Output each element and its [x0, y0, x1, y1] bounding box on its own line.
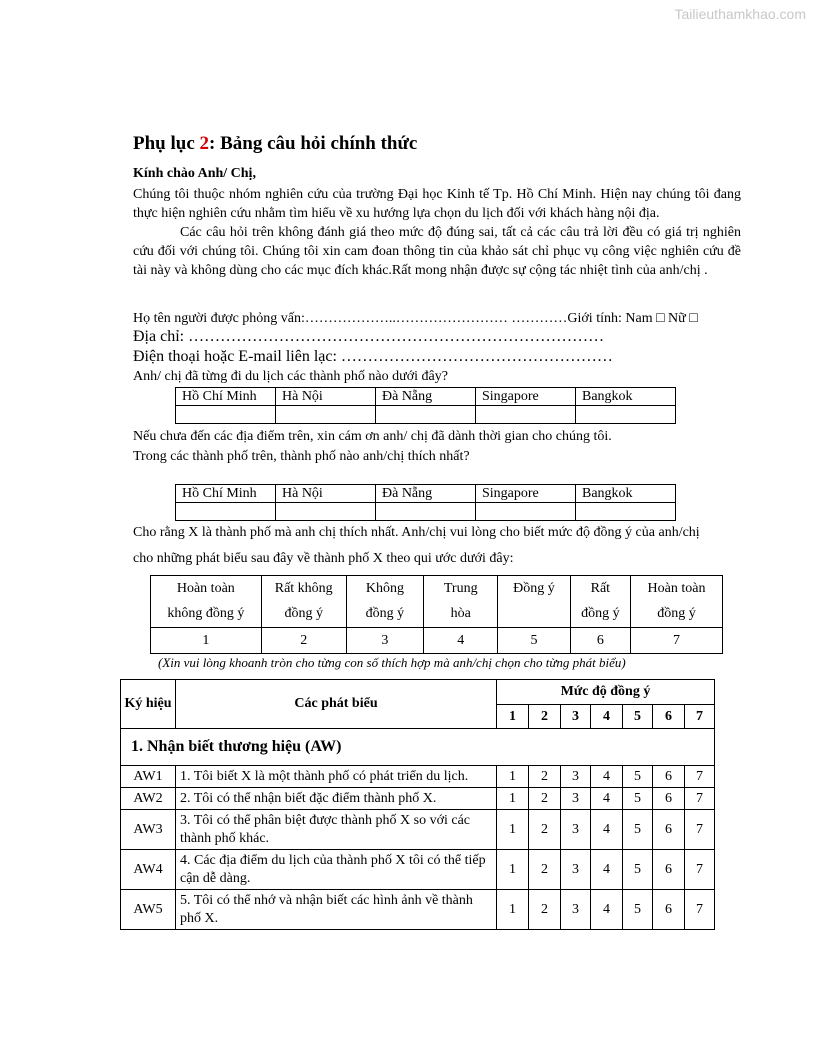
col-statement-header: Các phát biểu [176, 680, 497, 729]
row-code: AW4 [121, 850, 176, 890]
scale-header: 7 [685, 705, 715, 729]
intro-paragraph-1: Chúng tôi thuộc nhóm nghiên cứu của trường Đại học Kinh tế Tp. Hồ Chí Minh. Hiện nay chúng tôi đang thực hiện nghiên cứu nhằm tìm hiểu về xu hướng lựa chọn du lịch đối với khách hàng nội địa. [133, 187, 741, 221]
row-statement: 4. Các địa điểm du lịch của thành phố X tôi có thể tiếp cận dễ dàng. [176, 850, 497, 890]
address-field[interactable]: Địa chỉ: …………………………………………………………………… [133, 328, 605, 345]
city-header: Bangkok [576, 388, 676, 406]
rating-option[interactable]: 7 [685, 850, 715, 890]
rating-option[interactable]: 1 [497, 890, 529, 930]
rating-option[interactable]: 2 [529, 766, 561, 788]
scale-number: 6 [570, 628, 630, 654]
col-code-header: Ký hiệu [121, 680, 176, 729]
scale-number: 4 [424, 628, 498, 654]
scale-label: Rất không đồng ý [261, 576, 346, 628]
favorite-checkbox-cell[interactable] [176, 503, 276, 521]
title-prefix: Phụ lục [133, 133, 200, 154]
visited-cities-table [175, 387, 676, 424]
scale-header: 4 [591, 705, 623, 729]
col-agreement-header: Mức độ đồng ý [497, 680, 715, 705]
city-header: Singapore [476, 388, 576, 406]
visited-checkbox-cell[interactable] [576, 406, 676, 424]
rating-option[interactable]: 7 [685, 788, 715, 810]
rating-option[interactable]: 3 [561, 766, 591, 788]
rating-option[interactable]: 6 [653, 788, 685, 810]
rating-option[interactable]: 1 [497, 850, 529, 890]
table-row [121, 890, 715, 930]
page-title [133, 133, 417, 155]
question-visited: Anh/ chị đã từng đi du lịch các thành phố nào dưới đây? [133, 369, 448, 384]
rating-option[interactable]: 1 [497, 766, 529, 788]
intro-paragraph-2: Các câu hỏi trên không đánh giá theo mức độ đúng sai, tất cả các câu trả lời đều có giá trị nghiên cứu đối với chúng tôi. Chúng tôi xin cam đoan thông tin của khảo sát chỉ phục vụ công việc nghiên cứu đề tài này và không dùng cho các mục đích khác.Rất mong nhận được sự cộng tác nhiệt tình của anh/chị . [133, 225, 741, 278]
city-header: Hà Nội [276, 485, 376, 503]
scale-label: Đồng ý [498, 576, 570, 628]
rating-option[interactable]: 3 [561, 810, 591, 850]
scale-label: Hoàn toàn đồng ý [631, 576, 723, 628]
table-row [121, 850, 715, 890]
question-favorite: Trong các thành phố trên, thành phố nào anh/chị thích nhất? [133, 449, 470, 464]
rating-option[interactable]: 3 [561, 788, 591, 810]
scale-header: 6 [653, 705, 685, 729]
scale-header: 3 [561, 705, 591, 729]
contact-field[interactable]: Điện thoại hoặc E-mail liên lạc: …………………………………………… [133, 348, 613, 365]
rating-option[interactable]: 5 [623, 766, 653, 788]
thanks-text: Nếu chưa đến các địa điểm trên, xin cám ơn anh/ chị đã dành thời gian cho chúng tôi. [133, 429, 612, 444]
row-code: AW2 [121, 788, 176, 810]
city-header: Hồ Chí Minh [176, 388, 276, 406]
scale-number: 2 [261, 628, 346, 654]
title-number: 2 [199, 133, 210, 154]
table-row [121, 766, 715, 788]
visited-checkbox-cell[interactable] [376, 406, 476, 424]
favorite-checkbox-cell[interactable] [376, 503, 476, 521]
city-header: Đà Nẵng [376, 485, 476, 503]
scale-number: 7 [631, 628, 723, 654]
scale-label: Trung hòa [424, 576, 498, 628]
visited-checkbox-cell[interactable] [476, 406, 576, 424]
rating-option[interactable]: 3 [561, 890, 591, 930]
scale-label: Không đồng ý [346, 576, 423, 628]
city-header: Đà Nẵng [376, 388, 476, 406]
section-heading: 1. Nhận biết thương hiệu (AW) [121, 729, 715, 766]
rating-option[interactable]: 7 [685, 810, 715, 850]
name-field[interactable]: Họ tên người được phỏng vấn:………………..…………………… …………Giới tính: Nam □ Nữ □ [133, 311, 698, 326]
rating-option[interactable]: 6 [653, 810, 685, 850]
city-header: Hà Nội [276, 388, 376, 406]
city-header: Singapore [476, 485, 576, 503]
rating-option[interactable]: 5 [623, 850, 653, 890]
title-suffix: : Bảng câu hỏi chính thức [209, 133, 418, 154]
rating-option[interactable]: 4 [591, 890, 623, 930]
rating-option[interactable]: 1 [497, 810, 529, 850]
visited-checkbox-cell[interactable] [176, 406, 276, 424]
rating-option[interactable]: 4 [591, 810, 623, 850]
favorite-checkbox-cell[interactable] [576, 503, 676, 521]
table-row [121, 810, 715, 850]
rating-option[interactable]: 2 [529, 788, 561, 810]
rating-option[interactable]: 4 [591, 788, 623, 810]
row-statement: 3. Tôi có thể phân biệt được thành phố X so với các thành phố khác. [176, 810, 497, 850]
city-header: Bangkok [576, 485, 676, 503]
rating-option[interactable]: 2 [529, 810, 561, 850]
scale-legend-table [150, 575, 723, 654]
rating-option[interactable]: 1 [497, 788, 529, 810]
rating-option[interactable]: 5 [623, 810, 653, 850]
row-code: AW1 [121, 766, 176, 788]
scale-label: Rất đồng ý [570, 576, 630, 628]
rating-option[interactable]: 5 [623, 890, 653, 930]
scale-label: Hoàn toàn không đồng ý [151, 576, 262, 628]
instruction-note: (Xin vui lòng khoanh tròn cho từng con số thích hợp mà anh/chị chọn cho từng phát biểu) [158, 655, 626, 670]
rating-option[interactable]: 3 [561, 850, 591, 890]
watermark: Tailieuthamkhao.com [674, 6, 806, 22]
scale-number: 1 [151, 628, 262, 654]
rating-option[interactable]: 4 [591, 850, 623, 890]
rating-option[interactable]: 2 [529, 850, 561, 890]
rating-option[interactable]: 5 [623, 788, 653, 810]
scale-number: 3 [346, 628, 423, 654]
row-statement: 1. Tôi biết X là một thành phố có phát triển du lịch. [176, 766, 497, 788]
instruction-line-2: cho những phát biểu sau đây về thành phố X theo qui ước dưới đây: [133, 551, 514, 566]
scale-header: 5 [623, 705, 653, 729]
rating-option[interactable]: 7 [685, 890, 715, 930]
statements-table [120, 679, 715, 930]
row-code: AW5 [121, 890, 176, 930]
greeting: Kính chào Anh/ Chị, [133, 166, 256, 181]
table-row [121, 788, 715, 810]
row-statement: 5. Tôi có thể nhớ và nhận biết các hình ảnh về thành phố X. [176, 890, 497, 930]
rating-option[interactable]: 7 [685, 766, 715, 788]
favorite-checkbox-cell[interactable] [476, 503, 576, 521]
scale-header: 2 [529, 705, 561, 729]
favorite-checkbox-cell[interactable] [276, 503, 376, 521]
rating-option[interactable]: 2 [529, 890, 561, 930]
row-code: AW3 [121, 810, 176, 850]
rating-option[interactable]: 4 [591, 766, 623, 788]
rating-option[interactable]: 6 [653, 766, 685, 788]
favorite-city-table [175, 484, 676, 521]
visited-checkbox-cell[interactable] [276, 406, 376, 424]
rating-option[interactable]: 6 [653, 850, 685, 890]
scale-number: 5 [498, 628, 570, 654]
scale-header: 1 [497, 705, 529, 729]
row-statement: 2. Tôi có thể nhận biết đặc điểm thành phố X. [176, 788, 497, 810]
city-header: Hồ Chí Minh [176, 485, 276, 503]
rating-option[interactable]: 6 [653, 890, 685, 930]
instruction-line-1: Cho rằng X là thành phố mà anh chị thích nhất. Anh/chị vui lòng cho biết mức độ đồng ý của anh/chị [133, 525, 700, 540]
